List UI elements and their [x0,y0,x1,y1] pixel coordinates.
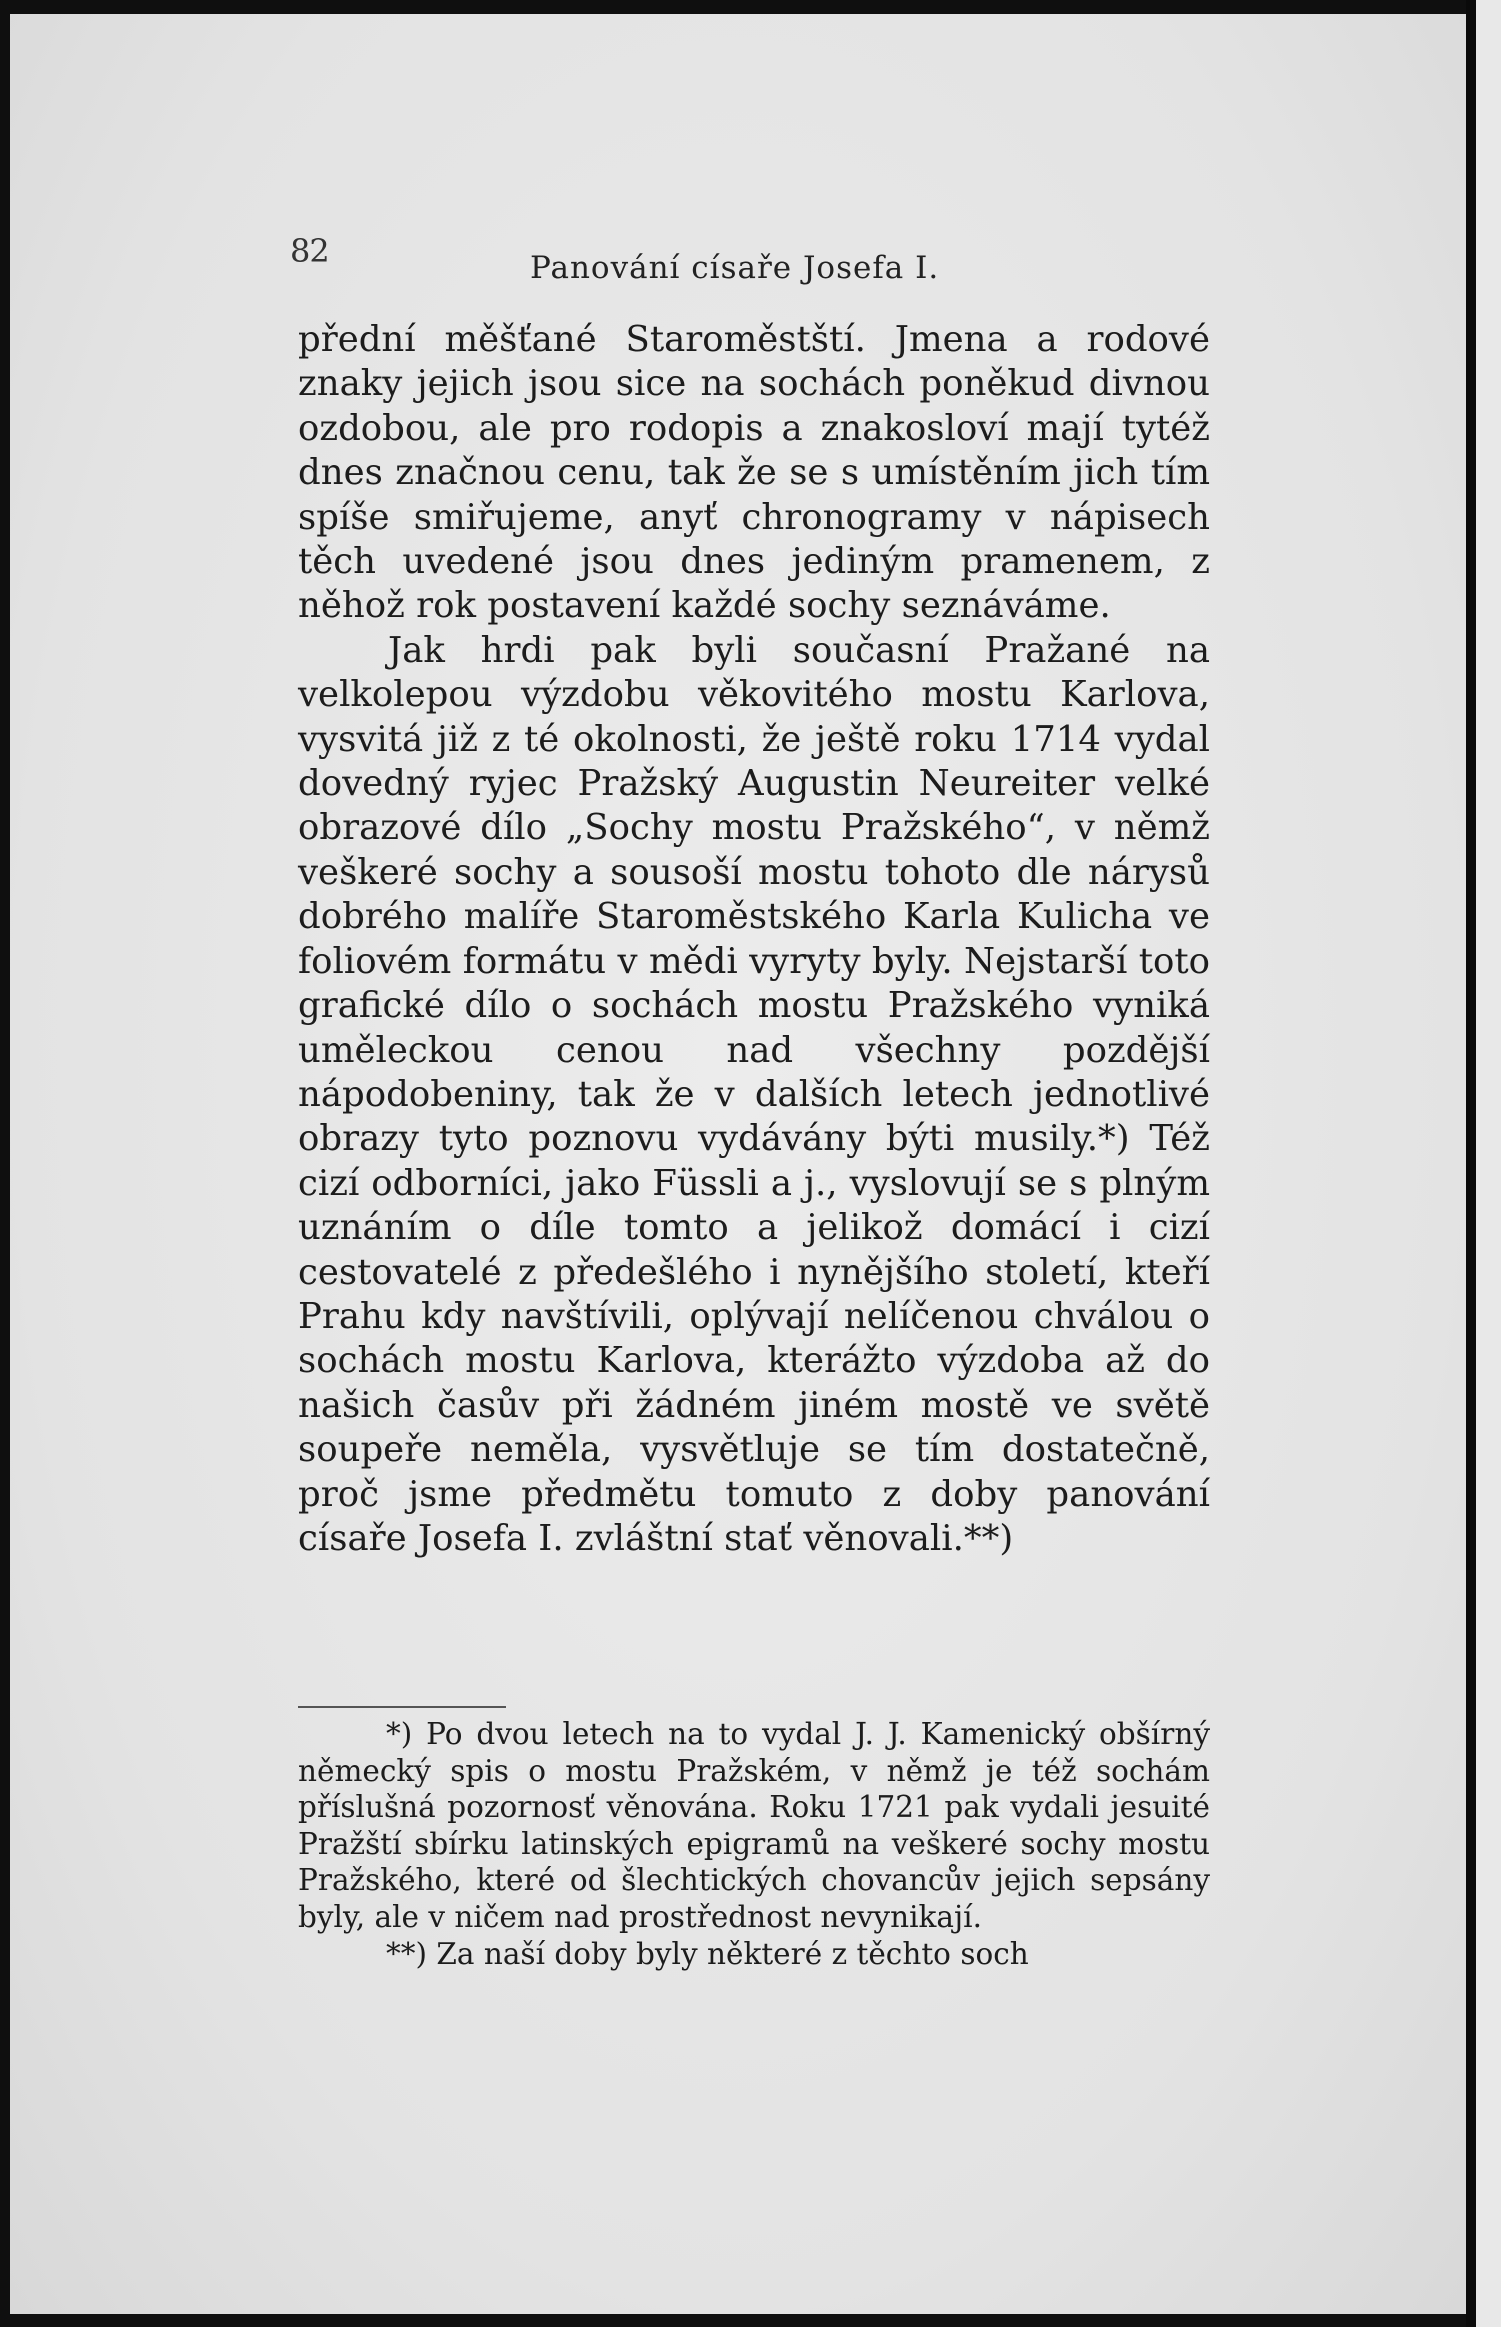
running-title: Panování císaře Josefa I. [530,250,940,286]
body-text [298,318,1210,1561]
paragraph-1: přední měšťané Staroměstští. Jmena a rodové znaky jejich jsou sice na sochách poněkud divnou ozdobou, ale pro rodopis a znakosloví mají tytéž dnes značnou cenu, tak že se s umístěním jich tím spíše smiřujeme, anyť chronogramy v nápisech těch uvedené jsou dnes jediným pramenem, z něhož rok postavení každé sochy seznáváme. [298,319,1210,627]
next-page-edge [1476,0,1501,2327]
footnote-2: **) Za naší doby byly některé z těchto soch [386,1936,1029,1971]
page-number: 82 [290,232,329,270]
footnote-rule [298,1706,506,1708]
paragraph-2: Jak hrdi pak byli současní Pražané na velkolepou výzdobu věkovitého mostu Karlova, vysvitá již z té okolnosti, že ještě roku 1714 vydal dovedný ryjec Pražský Augustin Neureiter velké obrazové dílo „Sochy mostu Pražského“, v němž veškeré sochy a sousoší mostu tohoto dle nárysů dobrého malíře Staroměstského Karla Kulicha ve foliovém formátu v mědi vyryty byly. Nejstarší toto grafické dílo o sochách mostu Pražského vyniká uměleckou cenou nad všechny pozdější nápodobeniny, tak že v dalších letech jednotlivé obrazy tyto poznovu vydávány býti musily.*) Též cizí odborníci, jako Füssli a j., vyslovují se s plným uznáním o díle tomto a jelikož domácí i cizí cestovatelé z předešlého i nynějšího století, kteří Prahu kdy navštívili, oplývají nelíčenou chválou o sochách mostu Karlova, kterážto výzdoba až do našich časův při žádném jiném mostě ve světě soupeře neměla, vysvětluje se tím dostatečně, proč jsme předmětu tomuto z doby panování císaře Josefa I. zvláštní stať věnovali.**) [298,629,1210,1559]
footnote-1: *) Po dvou letech na to vydal J. J. Kamenický obšírný německý spis o mostu Pražském, v němž je též sochám příslušná pozornosť věnována. Roku 1721 pak vydali jesuité Pražští sbírku latinských epigramů na veškeré sochy mostu Pražského, které od šlechtických chovancův jejich sepsány byly, ale v ničem nad prostřednost nevynikají. [298,1717,1210,1934]
gutter-shadow [1466,0,1476,2327]
footnotes [298,1716,1210,1972]
